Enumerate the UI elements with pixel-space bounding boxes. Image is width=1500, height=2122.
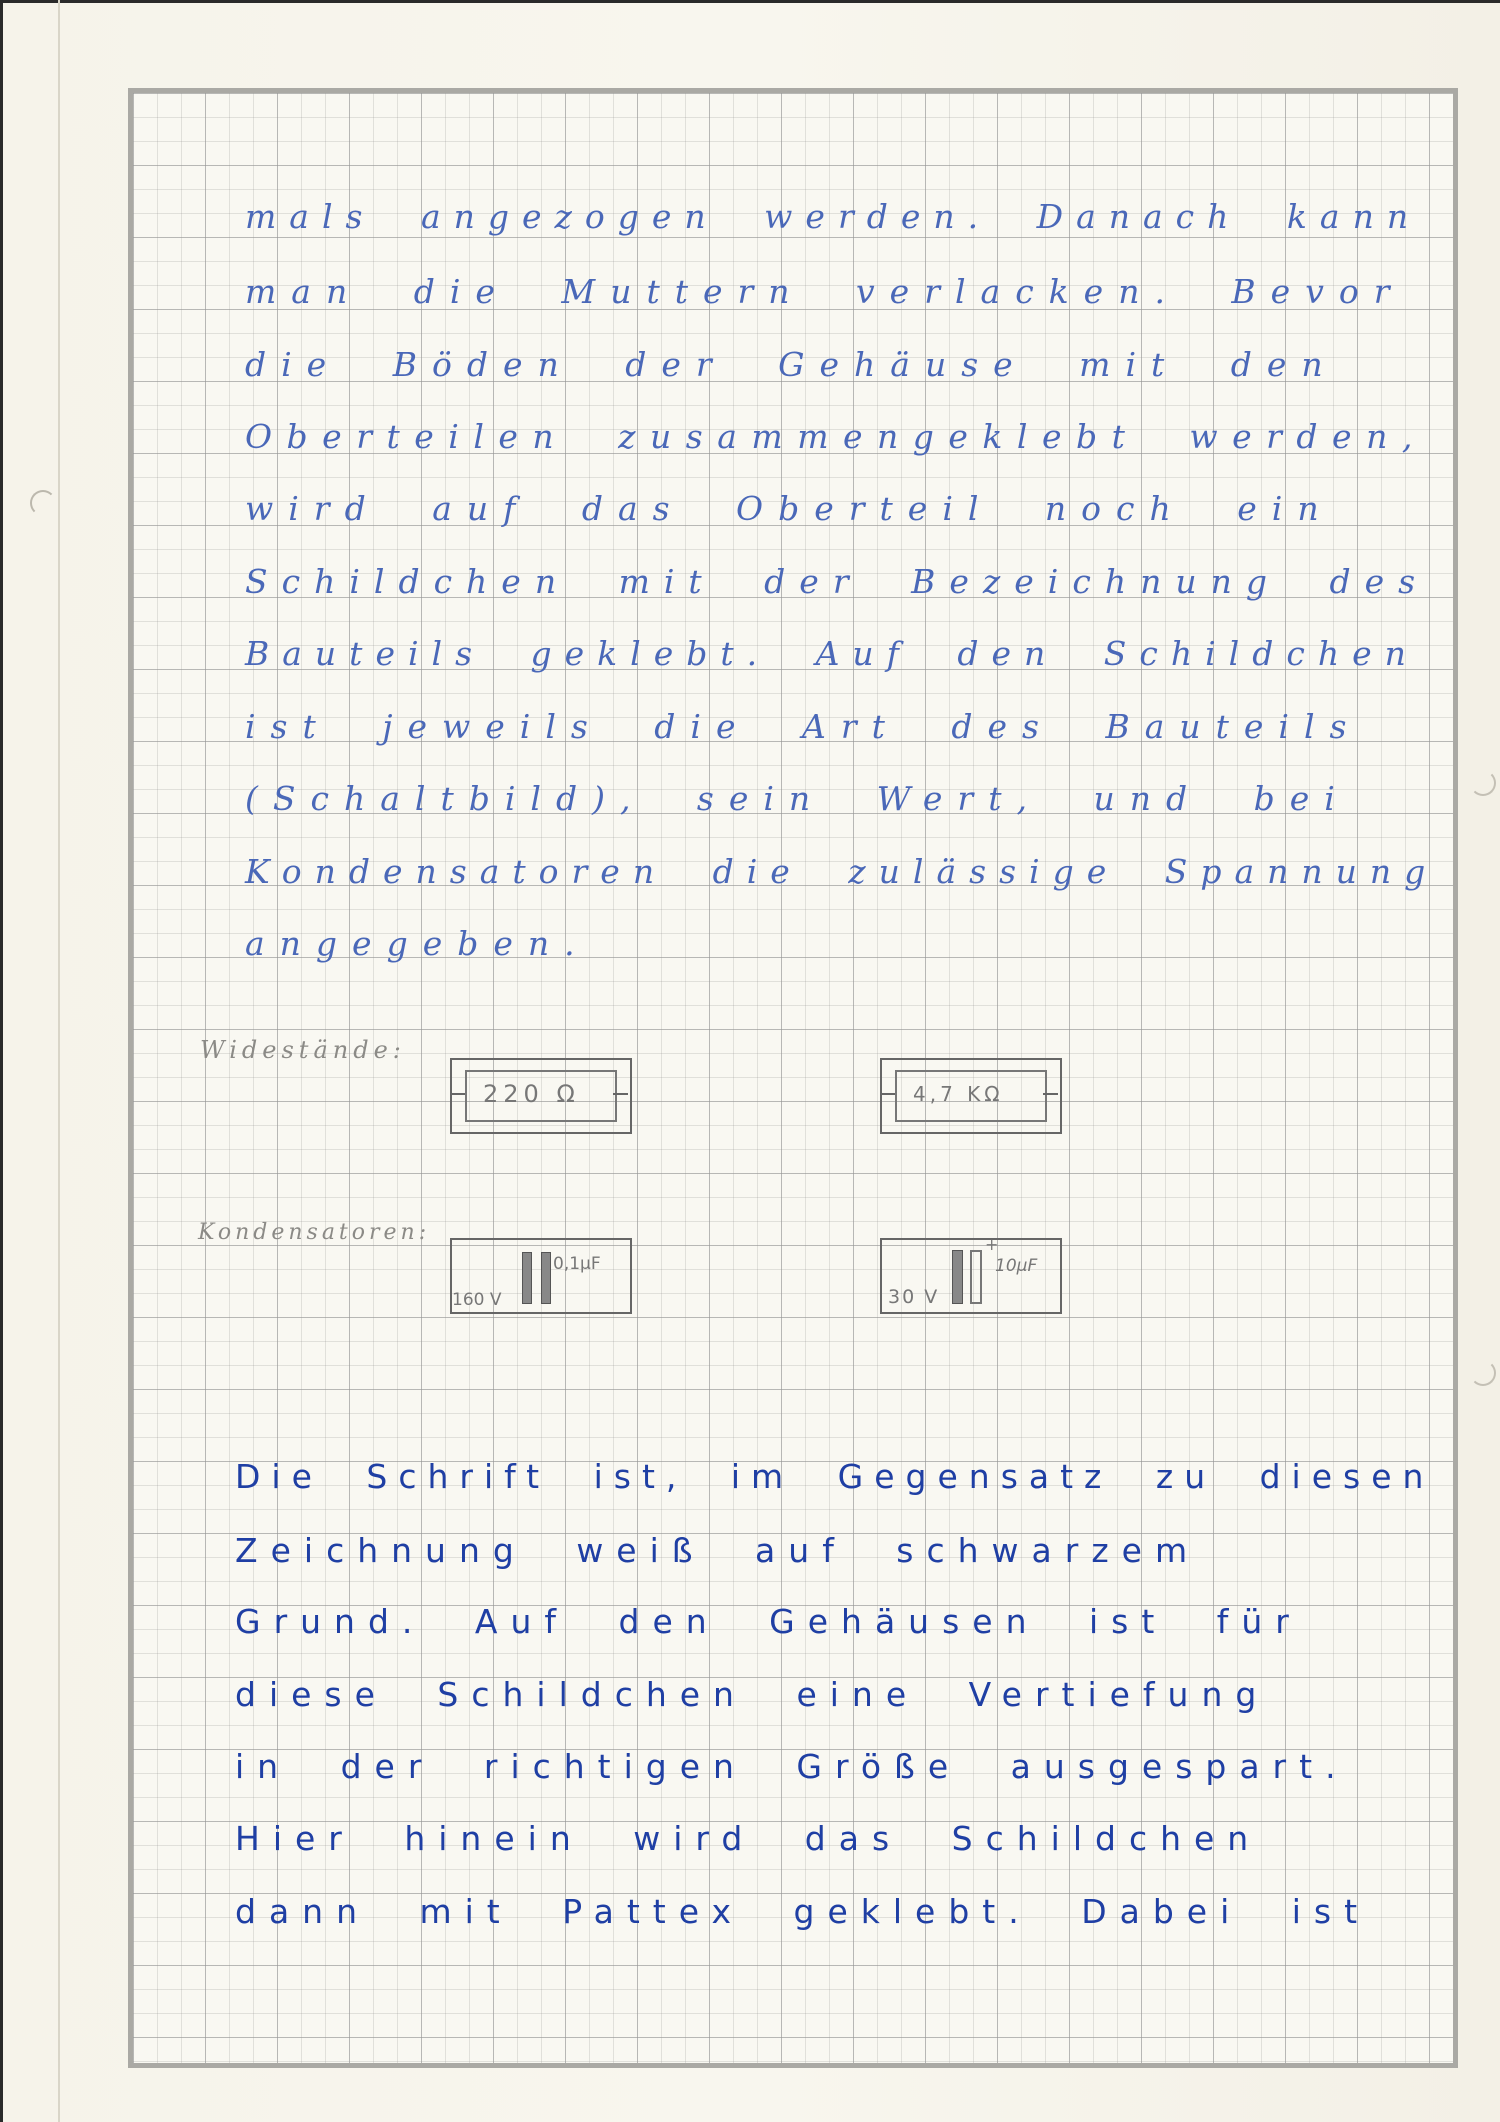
capacitor-value: 10µF	[995, 1256, 1038, 1276]
resistor-lead-right	[613, 1093, 628, 1095]
resistor-value: 4,7 KΩ	[913, 1082, 1004, 1106]
capacitor-voltage: 30 V	[888, 1286, 940, 1308]
page-left-edge	[0, 0, 3, 2122]
resistor-lead-left	[880, 1093, 895, 1095]
page-fold-line	[58, 0, 60, 2122]
capacitors-heading: Kondensatoren:	[198, 1220, 431, 1245]
capacitor-plate-right	[541, 1252, 551, 1304]
resistor-value: 220 Ω	[483, 1080, 580, 1108]
text-line: mals angezogen werden. Danach kann	[245, 197, 1422, 236]
capacitor-polarity: +	[985, 1235, 999, 1254]
text-line: Schildchen mit der Bezeichnung des	[245, 562, 1430, 601]
resistors-heading: Widestände:	[200, 1036, 406, 1064]
resistor-lead-left	[450, 1093, 465, 1095]
text-line: Kondensatoren die zulässige Spannung	[245, 852, 1439, 891]
capacitor-value: 0,1µF	[553, 1254, 601, 1274]
punch-hole-mark	[1470, 1360, 1496, 1386]
capacitor-voltage: 160 V	[452, 1290, 502, 1310]
text-line: Zeichnung weiß auf schwarzem	[235, 1531, 1201, 1570]
text-line: ist jeweils die Art des Bauteils	[245, 707, 1362, 746]
text-line: Oberteilen zusammengeklebt werden,	[245, 417, 1427, 456]
page-top-edge	[0, 0, 1500, 3]
text-line: die Böden der Gehäuse mit den	[245, 345, 1338, 384]
text-line: angegeben.	[245, 924, 590, 963]
capacitor-plate-left	[522, 1252, 532, 1304]
text-line: Hier hinein wird das Schildchen	[235, 1819, 1262, 1858]
text-line: wird auf das Oberteil noch ein	[245, 489, 1334, 528]
text-line: dann mit Pattex geklebt. Dabei ist	[235, 1892, 1371, 1931]
text-line: man die Muttern verlacken. Bevor	[245, 272, 1405, 311]
text-line: Grund. Auf den Gehäusen ist für	[235, 1602, 1302, 1641]
punch-hole-mark	[30, 490, 56, 516]
capacitor-plate-open	[970, 1250, 982, 1304]
resistor-lead-right	[1043, 1093, 1058, 1095]
text-line: (Schaltbild), sein Wert, und bei	[245, 779, 1350, 818]
text-line: diese Schildchen eine Vertiefung	[235, 1675, 1270, 1714]
punch-hole-mark	[1470, 770, 1496, 796]
text-line: Die Schrift ist, im Gegensatz zu diesen	[235, 1457, 1435, 1496]
text-line: Bauteils geklebt. Auf den Schildchen	[245, 634, 1419, 673]
capacitor-plate-filled	[952, 1250, 963, 1304]
text-line: in der richtigen Größe ausgespart.	[235, 1747, 1349, 1786]
